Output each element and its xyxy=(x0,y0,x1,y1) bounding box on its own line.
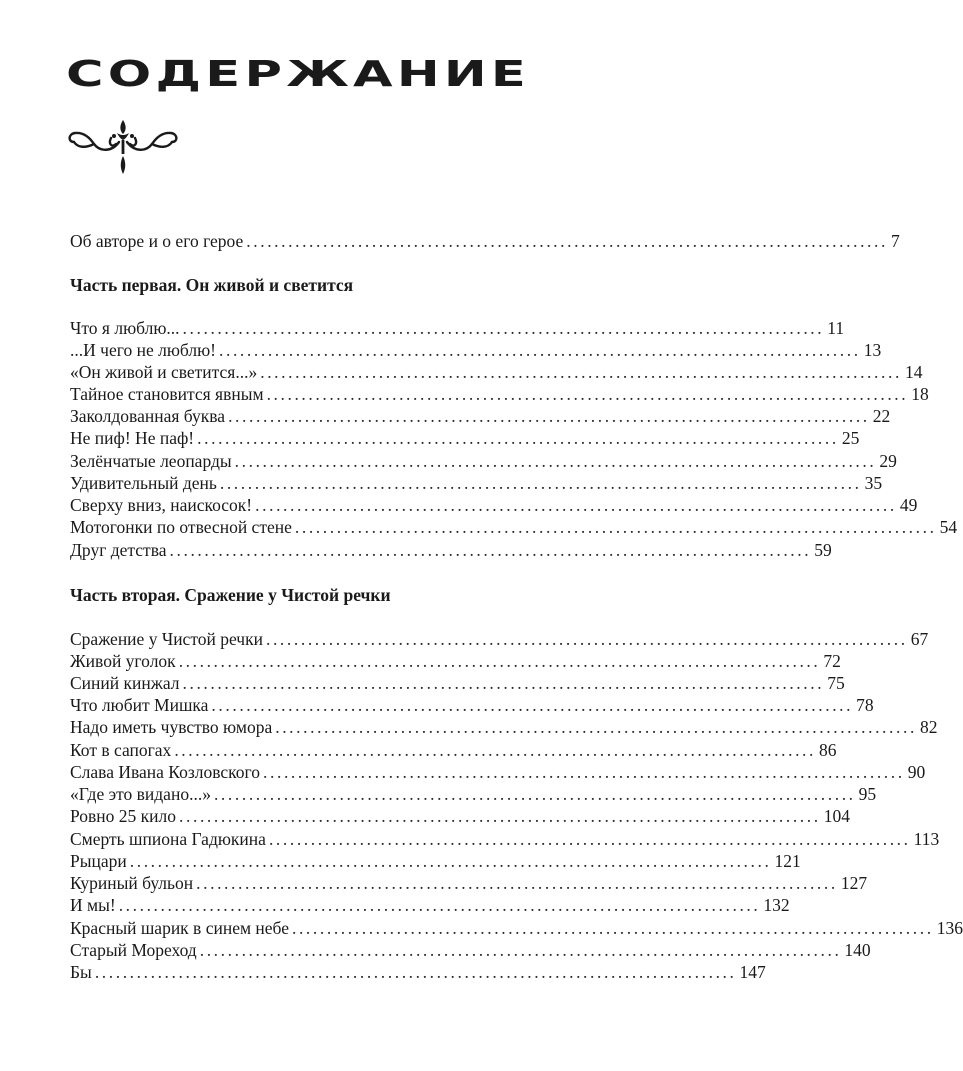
toc-entry xyxy=(70,427,860,449)
dot-leader: ............................................................................................ xyxy=(182,673,825,693)
dot-leader: ............................................................................................ xyxy=(219,340,861,360)
toc-entry-title: Синий кинжал xyxy=(70,673,180,693)
page-title: СОДЕРЖАНИЕ xyxy=(66,54,531,95)
toc-entry-page: 132 xyxy=(763,895,790,915)
toc-entry-title: «Он живой и светится...» xyxy=(70,362,258,382)
toc-entry xyxy=(70,761,926,783)
toc-entry-title: ...И чего не люблю! xyxy=(70,340,216,360)
toc-entry-page: 75 xyxy=(827,673,845,693)
toc-entry-title: Что любит Мишка xyxy=(70,695,209,715)
ornament-flourish-icon xyxy=(64,114,182,180)
toc-entry-page: 82 xyxy=(919,717,938,737)
dot-leader: ............................................................................................ xyxy=(174,740,817,760)
toc-entry-page: 18 xyxy=(911,384,929,404)
dot-leader: ............................................................................................ xyxy=(182,318,825,338)
dot-leader: ............................................................................................ xyxy=(266,384,909,404)
dot-leader: ............................................................................................ xyxy=(228,406,870,426)
dot-leader: ............................................................................................ xyxy=(219,473,862,493)
dot-leader: ............................................................................................ xyxy=(234,451,877,471)
dot-leader: ............................................................................................ xyxy=(263,762,905,782)
toc-entry xyxy=(70,383,929,405)
toc-entry-title: Надо иметь чувство юмора xyxy=(70,717,273,737)
toc-entry-title: Друг детства xyxy=(70,540,167,560)
toc-entry-title: Слава Ивана Козловского xyxy=(70,762,261,782)
toc-entry xyxy=(70,650,841,672)
toc-entry xyxy=(70,850,801,872)
toc-entry-page: 13 xyxy=(863,340,882,360)
dot-leader: ............................................................................................ xyxy=(169,540,812,560)
toc-entry-title: И мы! xyxy=(70,895,116,915)
toc-entry-page: 136 xyxy=(936,918,963,938)
toc-entry xyxy=(70,405,891,427)
toc-entry-page: 54 xyxy=(939,517,958,537)
dot-leader: ............................................................................................ xyxy=(211,695,854,715)
toc-entry-title: Удивительный день xyxy=(70,473,217,493)
toc-entry-page: 25 xyxy=(841,428,860,448)
toc-entry-page: 95 xyxy=(858,784,877,804)
dot-leader: ............................................................................................ xyxy=(246,231,888,251)
toc-entry xyxy=(70,450,897,472)
toc-entry-title: Заколдованная буква xyxy=(70,406,226,426)
part-1-heading: Часть первая. Он живой и светится xyxy=(70,275,354,295)
toc-entry-page: 22 xyxy=(872,406,891,426)
toc-entry-page: 104 xyxy=(823,806,850,826)
toc-entry xyxy=(70,805,850,827)
toc-entry-title: Сверху вниз, наискосок! xyxy=(70,495,253,515)
part-2-heading: Часть вторая. Сражение у Чистой речки xyxy=(70,585,391,605)
toc-entry xyxy=(70,939,871,961)
toc-entry xyxy=(70,628,929,650)
toc-entry xyxy=(70,783,877,805)
toc-entry-page: 140 xyxy=(844,940,871,960)
toc-entry-title: Ровно 25 кило xyxy=(70,806,177,826)
toc-entry-title: Сражение у Чистой речки xyxy=(70,629,263,649)
toc-entry-title: Кот в сапогах xyxy=(70,740,172,760)
toc-entry-page: 78 xyxy=(856,695,874,715)
dot-leader: ............................................................................................ xyxy=(265,629,908,649)
toc-entry-page: 59 xyxy=(814,540,832,560)
toc-entry-page: 72 xyxy=(823,651,841,671)
toc-entry xyxy=(70,516,958,538)
toc-entry xyxy=(70,317,845,339)
toc-entry xyxy=(70,894,790,916)
toc-entry-page: 127 xyxy=(840,873,868,893)
toc-entry-title: Живой уголок xyxy=(70,651,176,671)
dot-leader: ............................................................................................ xyxy=(94,962,737,982)
toc-entry-page: 7 xyxy=(890,231,900,251)
toc-entry-page: 147 xyxy=(739,962,766,982)
dot-leader: ............................................................................................ xyxy=(197,428,839,448)
toc-entry-title: Куриный бульон xyxy=(70,873,194,893)
toc-entry-page: 14 xyxy=(904,362,923,382)
toc-entry-page: 35 xyxy=(864,473,883,493)
toc-entry xyxy=(70,828,940,850)
toc-entry-title: Смерть шпиона Гадюкина xyxy=(70,829,266,849)
toc-entry xyxy=(70,872,868,894)
dot-leader: ............................................................................................ xyxy=(275,717,917,737)
dot-leader: ............................................................................................ xyxy=(196,873,838,893)
toc-entry xyxy=(70,472,883,494)
toc-entry-page: 11 xyxy=(827,318,845,338)
toc-entry xyxy=(70,739,837,761)
dot-leader: ............................................................................................ xyxy=(129,851,772,871)
toc-entry-title: Об авторе и о его герое xyxy=(70,231,244,251)
toc-entry xyxy=(70,339,882,361)
toc-entry xyxy=(70,694,874,716)
toc-entry xyxy=(70,716,938,738)
toc-entry-page: 29 xyxy=(879,451,897,471)
toc-intro xyxy=(70,230,900,252)
toc-entry-title: Что я люблю... xyxy=(70,318,180,338)
toc-entry-title: Не пиф! Не паф! xyxy=(70,428,195,448)
dot-leader: ............................................................................................ xyxy=(118,895,761,915)
toc-entry xyxy=(70,917,963,939)
dot-leader: ............................................................................................ xyxy=(260,362,902,382)
toc-entry-title: Рыцари xyxy=(70,851,127,871)
toc-entry-title: Старый Мореход xyxy=(70,940,197,960)
dot-leader: ............................................................................................ xyxy=(291,918,934,938)
toc-entry-page: 86 xyxy=(819,740,837,760)
toc-entry-page: 67 xyxy=(910,629,929,649)
dot-leader: ............................................................................................ xyxy=(199,940,842,960)
toc-entry xyxy=(70,672,845,694)
dot-leader: ............................................................................................ xyxy=(179,806,821,826)
toc-entry xyxy=(70,494,918,516)
dot-leader: ............................................................................................ xyxy=(255,495,897,515)
toc-entry-title: Бы xyxy=(70,962,92,982)
toc-entry-title: Мотогонки по отвесной стене xyxy=(70,517,292,537)
dot-leader: ............................................................................................ xyxy=(178,651,821,671)
toc-entry xyxy=(70,961,766,983)
toc-entry xyxy=(70,539,832,561)
dot-leader: ............................................................................................ xyxy=(294,517,937,537)
toc-entry-title: Красный шарик в синем небе xyxy=(70,918,289,938)
toc-entry-page: 121 xyxy=(774,851,801,871)
toc-entry xyxy=(70,361,923,383)
toc-entry-title: «Где это видано...» xyxy=(70,784,211,804)
dot-leader: ............................................................................................ xyxy=(213,784,856,804)
toc-entry-title: Зелёнчатые леопарды xyxy=(70,451,232,471)
toc-entry-page: 49 xyxy=(899,495,918,515)
dot-leader: ............................................................................................ xyxy=(268,829,911,849)
toc-entry-page: 113 xyxy=(913,829,940,849)
toc-entry-page: 90 xyxy=(907,762,926,782)
toc-entry-title: Тайное становится явным xyxy=(70,384,264,404)
